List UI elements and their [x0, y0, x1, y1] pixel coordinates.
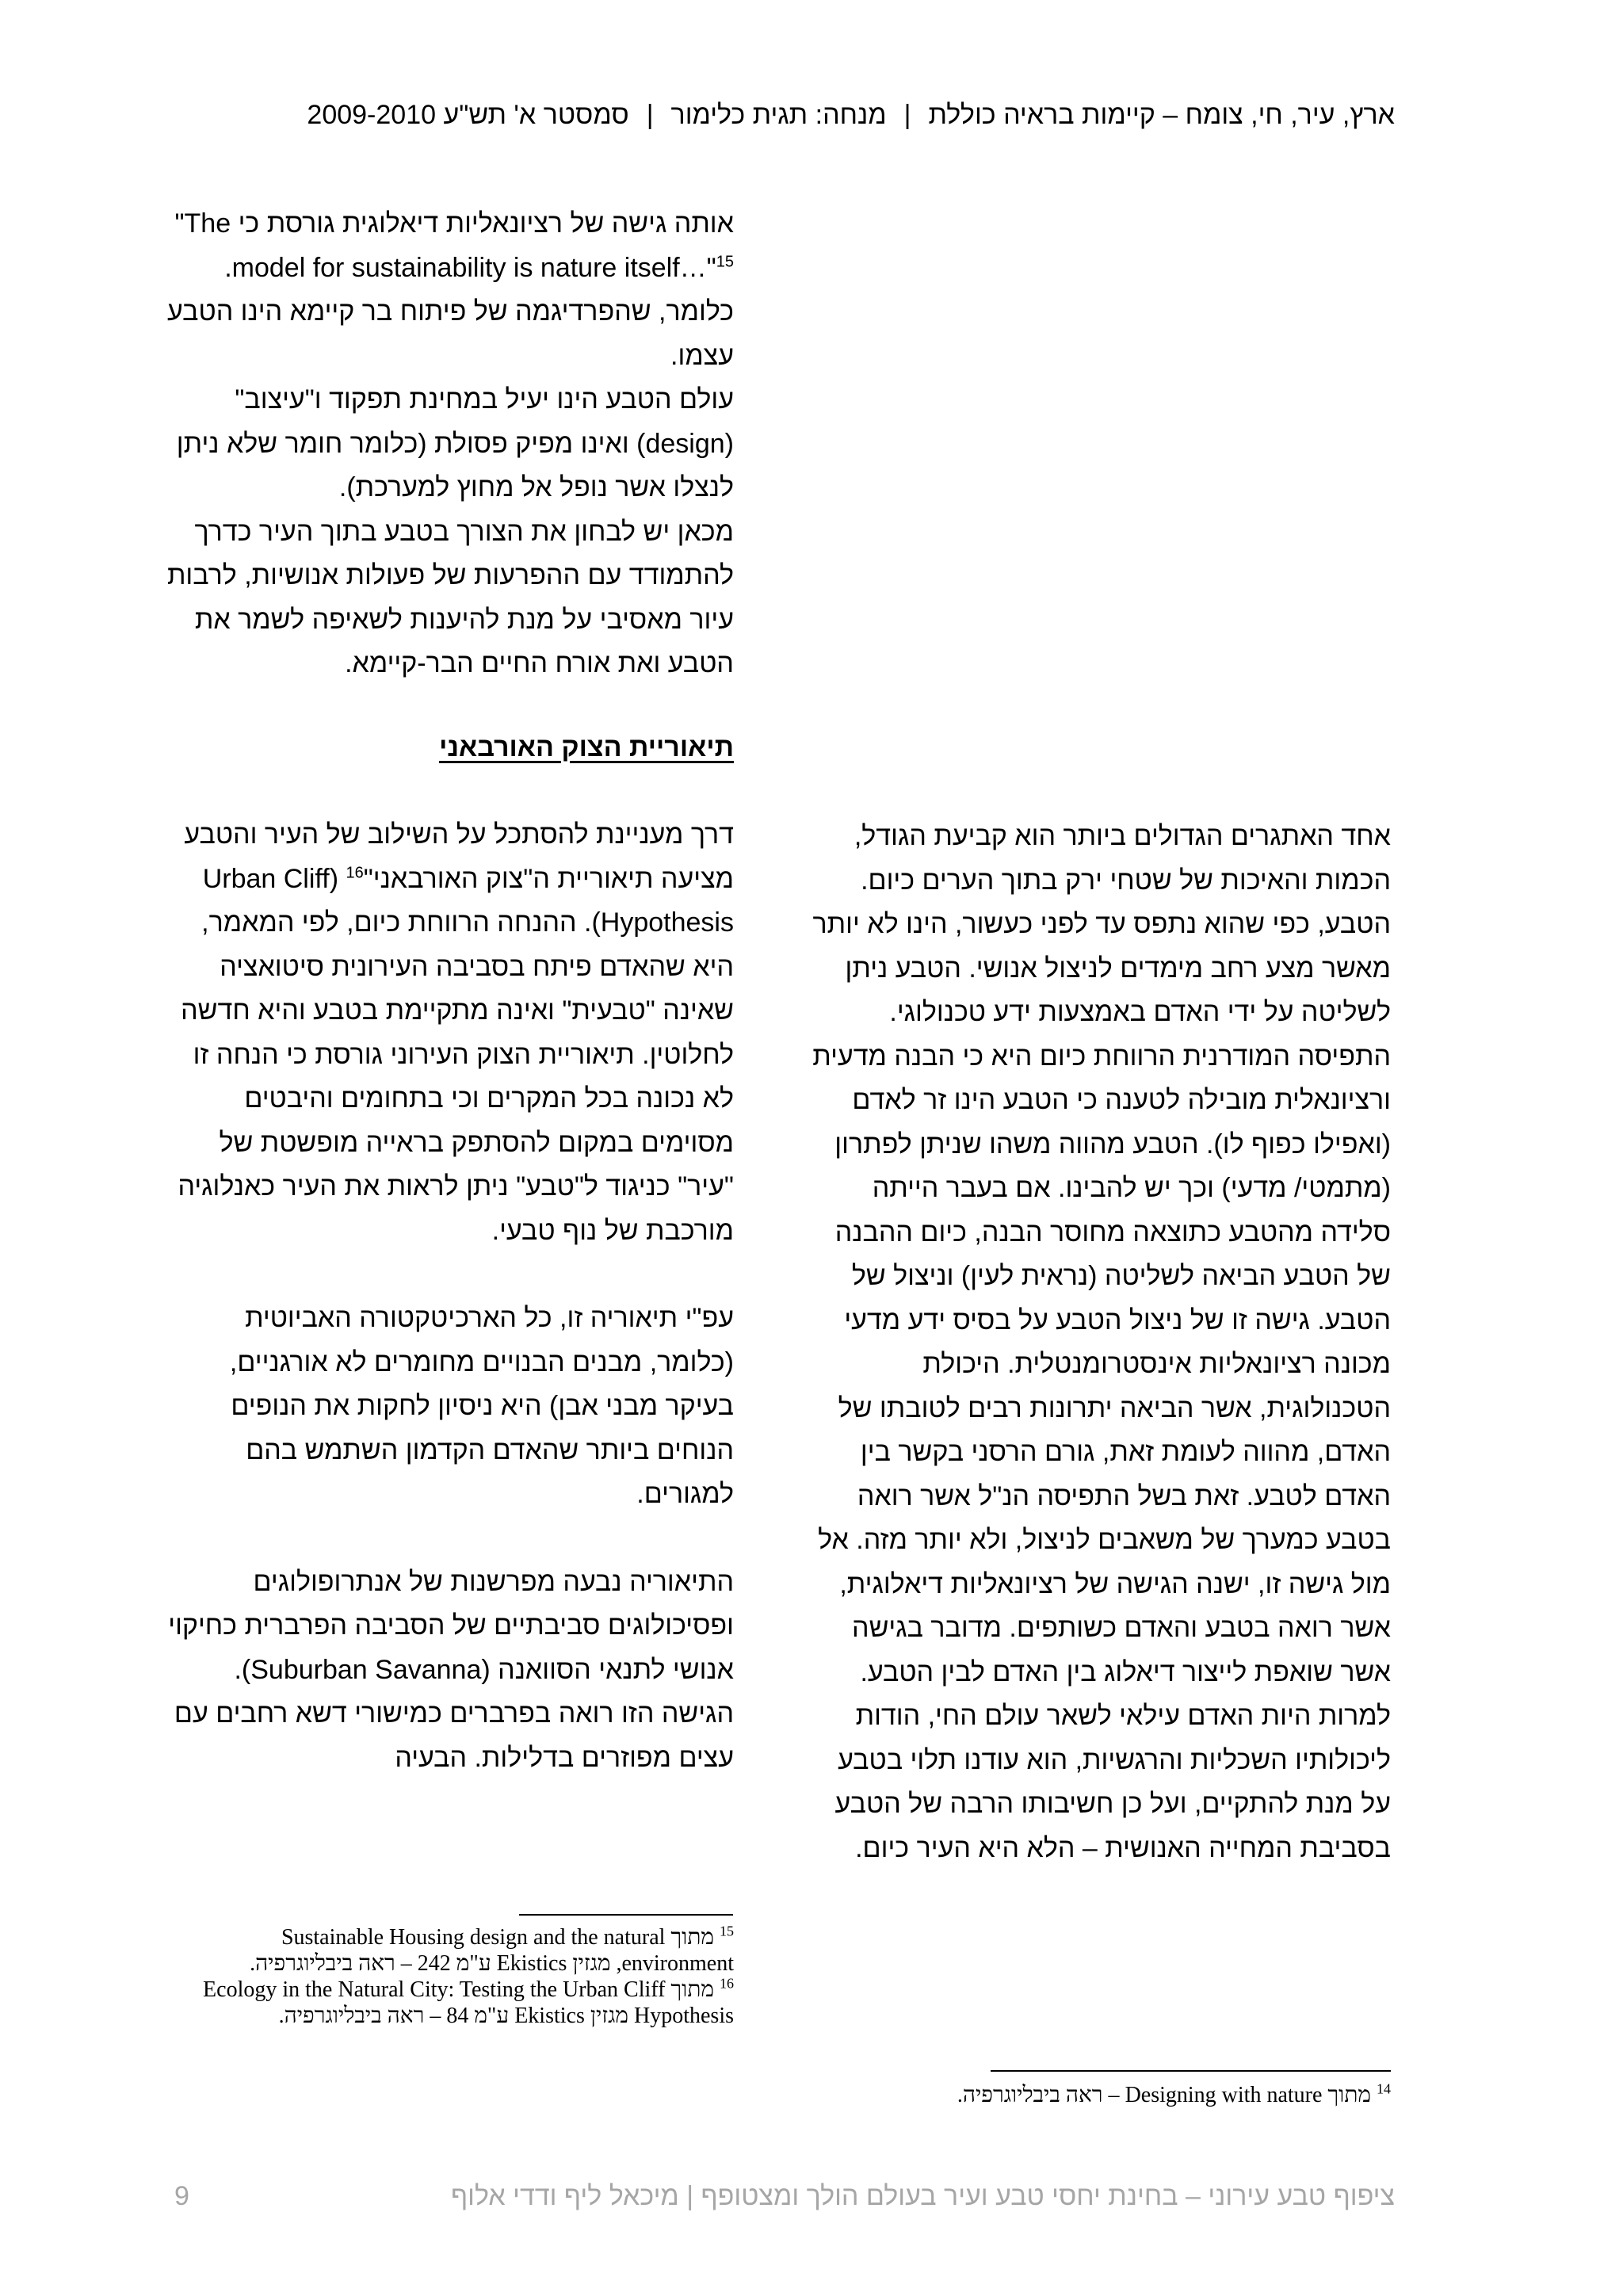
page-number: 9 — [174, 2181, 189, 2211]
paragraph: מכאן יש לבחון את הצורך בטבע בתוך העיר כדרך להתמודד עם ההפרעות של פעולות אנושיות, לרבות עיור מאסיבי על מנת להיענות לשאיפה לשמר את הטבע ואת אורח החיים הבר-קיימא. — [166, 516, 734, 678]
header-course: ארץ, עיר, חי, צומח – קיימות בראיה כוללת — [928, 100, 1395, 130]
paragraph: הטבע, כפי שהוא נתפס עד לפני כעשור, הינו לא יותר מאשר מצע רחב מימדים לניצול אנושי. הטבע ניתן לשליטה על ידי האדם באמצעות ידע טכנולוגי. התפיסה המודרנית הרווחת כיום היא כי הבנה מדעית ורציונאלית מובילה לטענה כי הטבע הינו זר לאדם (ואפילו כפוף לו). הטבע מהווה משהו שניתן לפתרון (מתמטי/ מדעי) וכך יש להבינו. אם בעבר הייתה סלידה מהטבע כתוצאה מחוסר הבנה, כיום ההבנה של הטבע הביאה לשליטה (נראית לעין) וניצול של הטבע. גישה זו של ניצול הטבע על בסיס ידע מדעי מכונה רציונאליות אינסטרומנטלית. היכולת הטכנולוגית, אשר הביאה יתרונות רבים לטובתו של האדם, מהווה לעומת זאת, גורם הרסני בקשר בין האדם לטבע. זאת בשל התפיסה הנ"ל אשר רואה בטבע כמערך של משאבים לניצול, ולא יותר מזה. אל מול גישה זו, ישנה הגישה של רציונאליות דיאלוגית, אשר רואה בטבע והאדם כשותפים. מדובר בגישה אשר שואפת לייצור דיאלוג בין האדם לבין הטבע. למרות היות האדם עילאי לשאר עולם החי, הודות ליכולותיו השכליות והרגשיות, הוא עודנו תלוי בטבע על מנת להתקיים, ועל כן חשיבותו הרבה של הטבע בסביבת המחייה האנושית – הלא היא העיר כיום. — [812, 909, 1391, 1863]
running-header — [198, 95, 1395, 135]
paragraph: דרך מעניינת להסתכל על השילוב של העיר והטבע מציעה תיאוריית ה"צוק האורבאני"$^{16}$ (Urban Cliff Hypothesis). ההנחה הרווחת כיום, לפי המאמר, היא שהאדם פיתח בסביבה העירונית סיטואציה שאינה "טבעית" ואינה מתקיימת בטבע והיא חדשה לחלוטין. תיאוריית הצוק העירוני גורסת כי הנחה זו לא נכונה בכל המקרים וכי בתחומים והיבטים מסוימים במקום להסתפק בראייה מופשטת של "עיר" כניגוד ל"טבע" ניתן לראות את העיר כאנלוגיה מורכבת של נוף טבעי. — [178, 819, 734, 1246]
page-footer — [158, 2176, 1395, 2216]
paragraph: עולם הטבע הינו יעיל במחינת תפקוד ו"עיצוב" (design) ואינו מפיק פסולת (כלומר חומר שלא ניתן לנצלו אשר נופל אל מחוץ למערכת). — [176, 384, 734, 502]
header-semester: סמסטר א' תש"ע 2009-2010 — [307, 100, 629, 130]
left-footnotes — [166, 1924, 734, 2029]
paragraph: אחד האתגרים הגדולים ביותר הוא קביעת הגודל, הכמות והאיכות של שטחי ירק בתוך הערים כיום. — [854, 821, 1391, 896]
section-heading: תיאוריית הצוק האורבאני — [439, 732, 734, 762]
paragraph: עפ"י תיאוריה זו, כל הארכיטקטורה האביוטית (כלומר, מבנים הבנויים מחומרים לא אורגניים, בעיקר מבני אבן) היא ניסיון לחקות את הנופים הנוחים ביותר שהאדם הקדמון השתמש בהם למגורים. — [229, 1303, 734, 1509]
footnote-ref: 15 — [716, 253, 734, 271]
footnote: $^{14}$ מתוך Designing with nature – ראה ביבליוגרפיה. — [957, 2080, 1391, 2107]
footnote: $^{16}$ מתוך Ecology in the Natural City: Testing the Urban Cliff Hypothesis מגזין Ekistics ע"מ 84 – ראה ביבליוגרפיה. — [203, 1975, 734, 2028]
footnote-ref: 16 — [346, 864, 364, 882]
paragraph: התיאוריה נבעה מפרשנות של אנתרופולוגים ופסיכולוגים סביבתיים של הסביבה הפרברית כחיקוי אנושי לתנאי הסוואנה (Suburban Savanna). הגישה הזו רואה בפרברים כמישורי דשא רחבים עם עצים מפוזרים בדלילות. הבעיה — [168, 1566, 734, 1773]
header-lecturer: מנחה: תגית כלימור — [670, 100, 887, 130]
right-footnotes — [808, 2082, 1391, 2108]
header-separator: | — [646, 100, 654, 130]
header-separator: | — [903, 100, 911, 130]
right-column — [808, 815, 1391, 1870]
footnote: $^{15}$ מתוך Sustainable Housing design and the natural environment, מגזין Ekistics ע"מ 242 – ראה ביבליוגרפיה. — [250, 1923, 734, 1976]
footnote-rule — [519, 1914, 733, 1916]
paragraph: אותה גישה של רציונאליות דיאלוגית גורסת כי "The model for sustainability is nature itself…"$^{15}$. כלומר, שהפרדיגמה של פיתוח בר קיימא הינו הטבע עצמו. — [167, 208, 734, 371]
footer-title: ציפוף טבע עירוני – בחינת יחסי טבע ועיר בעולם הולך ומצטופף | מיכאל ליף ודדי אלוף — [450, 2181, 1395, 2211]
footnote-rule — [991, 2070, 1391, 2072]
left-column — [166, 202, 734, 1780]
